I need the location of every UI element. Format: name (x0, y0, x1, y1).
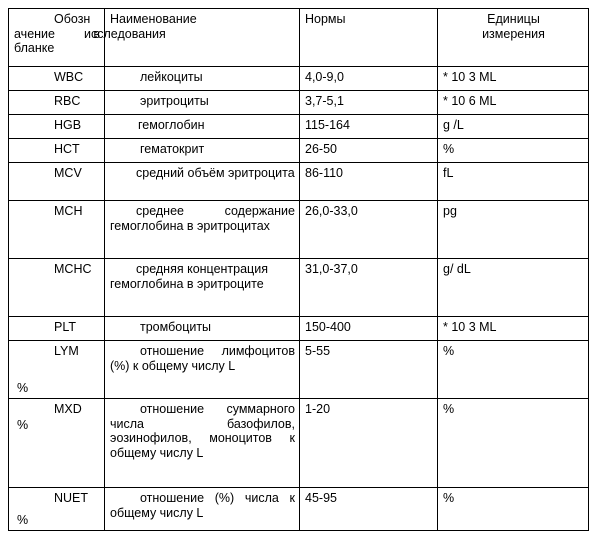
test-code: HCT (54, 142, 80, 156)
test-name: гематокрит (140, 142, 205, 156)
unit-cell: g/ dL (438, 259, 589, 317)
header-code-line2: ачение в (14, 26, 100, 41)
code-cell (9, 163, 105, 201)
test-name: лейкоциты (140, 70, 203, 84)
code-cell (9, 341, 105, 399)
table-row (9, 317, 589, 341)
code-cell (9, 488, 105, 531)
test-code: PLT (54, 320, 76, 334)
code-cell (9, 201, 105, 259)
table-row (9, 201, 589, 259)
norm-cell: 1-20 (300, 399, 438, 488)
unit-cell: pg (438, 201, 589, 259)
header-name-cell (84, 9, 300, 67)
name-cell (105, 341, 300, 399)
norm-cell: 26,0-33,0 (300, 201, 438, 259)
unit-cell: g /L (438, 115, 589, 139)
table-row (9, 139, 589, 163)
name-cell (105, 91, 300, 115)
test-code: RBC (54, 94, 81, 108)
header-unit-cell (438, 9, 589, 67)
code-cell (9, 139, 105, 163)
test-name: тромбоциты (140, 320, 212, 334)
test-code: LYM (54, 344, 79, 358)
test-name: отношение (%) числа к общему числу L (110, 491, 295, 520)
name-cell (105, 317, 300, 341)
test-name: средний объём эритроцита (136, 166, 295, 180)
table-row (9, 259, 589, 317)
unit-cell: fL (438, 163, 589, 201)
test-name: среднее содержание гемоглобина в эритроцитах (110, 204, 295, 233)
name-cell (105, 115, 300, 139)
test-name: отношение суммарного числа базофилов, эозинофилов, моноцитов к общему числу L (110, 402, 295, 460)
name-cell (105, 399, 300, 488)
header-norm: Нормы (305, 12, 346, 26)
test-name: средняя концентрация гемоглобина в эритроците (110, 262, 268, 291)
table-row (9, 163, 589, 201)
table-header-row (9, 9, 589, 67)
unit-cell: % (438, 341, 589, 399)
unit-cell: * 10 6 ML (438, 91, 589, 115)
test-code: MCH (54, 204, 83, 218)
header-norm-cell (300, 9, 438, 67)
table-row (9, 399, 589, 488)
test-code: NUET (54, 491, 89, 505)
norm-cell: 5-55 (300, 341, 438, 399)
name-cell (105, 163, 300, 201)
test-name: эритроциты (140, 94, 209, 108)
table-row (9, 488, 589, 531)
test-name: отношение лимфоцитов (%) к общему числу L (110, 344, 295, 373)
lab-norms-table (8, 8, 589, 531)
norm-cell: 150-400 (300, 317, 438, 341)
norm-cell: 3,7-5,1 (300, 91, 438, 115)
code-cell (9, 259, 105, 317)
header-unit-line2: измерения (482, 26, 545, 41)
name-cell (105, 488, 300, 531)
test-name: гемоглобин (138, 118, 205, 132)
unit-cell: * 10 3 ML (438, 67, 589, 91)
code-cell (9, 91, 105, 115)
test-code: HGB (54, 118, 82, 132)
norm-cell: 86-110 (300, 163, 438, 201)
unit-cell: % (438, 399, 589, 488)
code-cell (9, 115, 105, 139)
test-code: MCHC (54, 262, 92, 276)
header-code-line1: Обозн (54, 12, 91, 26)
header-code-line3: бланке (14, 41, 55, 55)
header-unit-line1: Единицы (487, 12, 540, 26)
percent-mark: % (17, 418, 29, 432)
percent-mark: % (17, 512, 29, 527)
norm-cell: 26-50 (300, 139, 438, 163)
unit-cell: % (438, 139, 589, 163)
norm-cell: 45-95 (300, 488, 438, 531)
name-cell (105, 259, 300, 317)
test-code: MCV (54, 166, 82, 180)
name-cell (105, 139, 300, 163)
code-cell (9, 399, 105, 488)
unit-cell: % (438, 488, 589, 531)
table-row (9, 341, 589, 399)
table-row (9, 67, 589, 91)
norm-cell: 115-164 (300, 115, 438, 139)
code-cell (9, 317, 105, 341)
header-name-line2: исследования (84, 26, 166, 41)
unit-cell: * 10 3 ML (438, 317, 589, 341)
code-cell (9, 67, 105, 91)
header-name-line1: Наименование (110, 12, 197, 26)
test-code: WBC (54, 70, 84, 84)
table-row (9, 115, 589, 139)
norm-cell: 31,0-37,0 (300, 259, 438, 317)
test-code: MXD (54, 402, 82, 416)
name-cell (105, 201, 300, 259)
table-row (9, 91, 589, 115)
percent-mark: % (17, 380, 29, 395)
name-cell (105, 67, 300, 91)
norm-cell: 4,0-9,0 (300, 67, 438, 91)
